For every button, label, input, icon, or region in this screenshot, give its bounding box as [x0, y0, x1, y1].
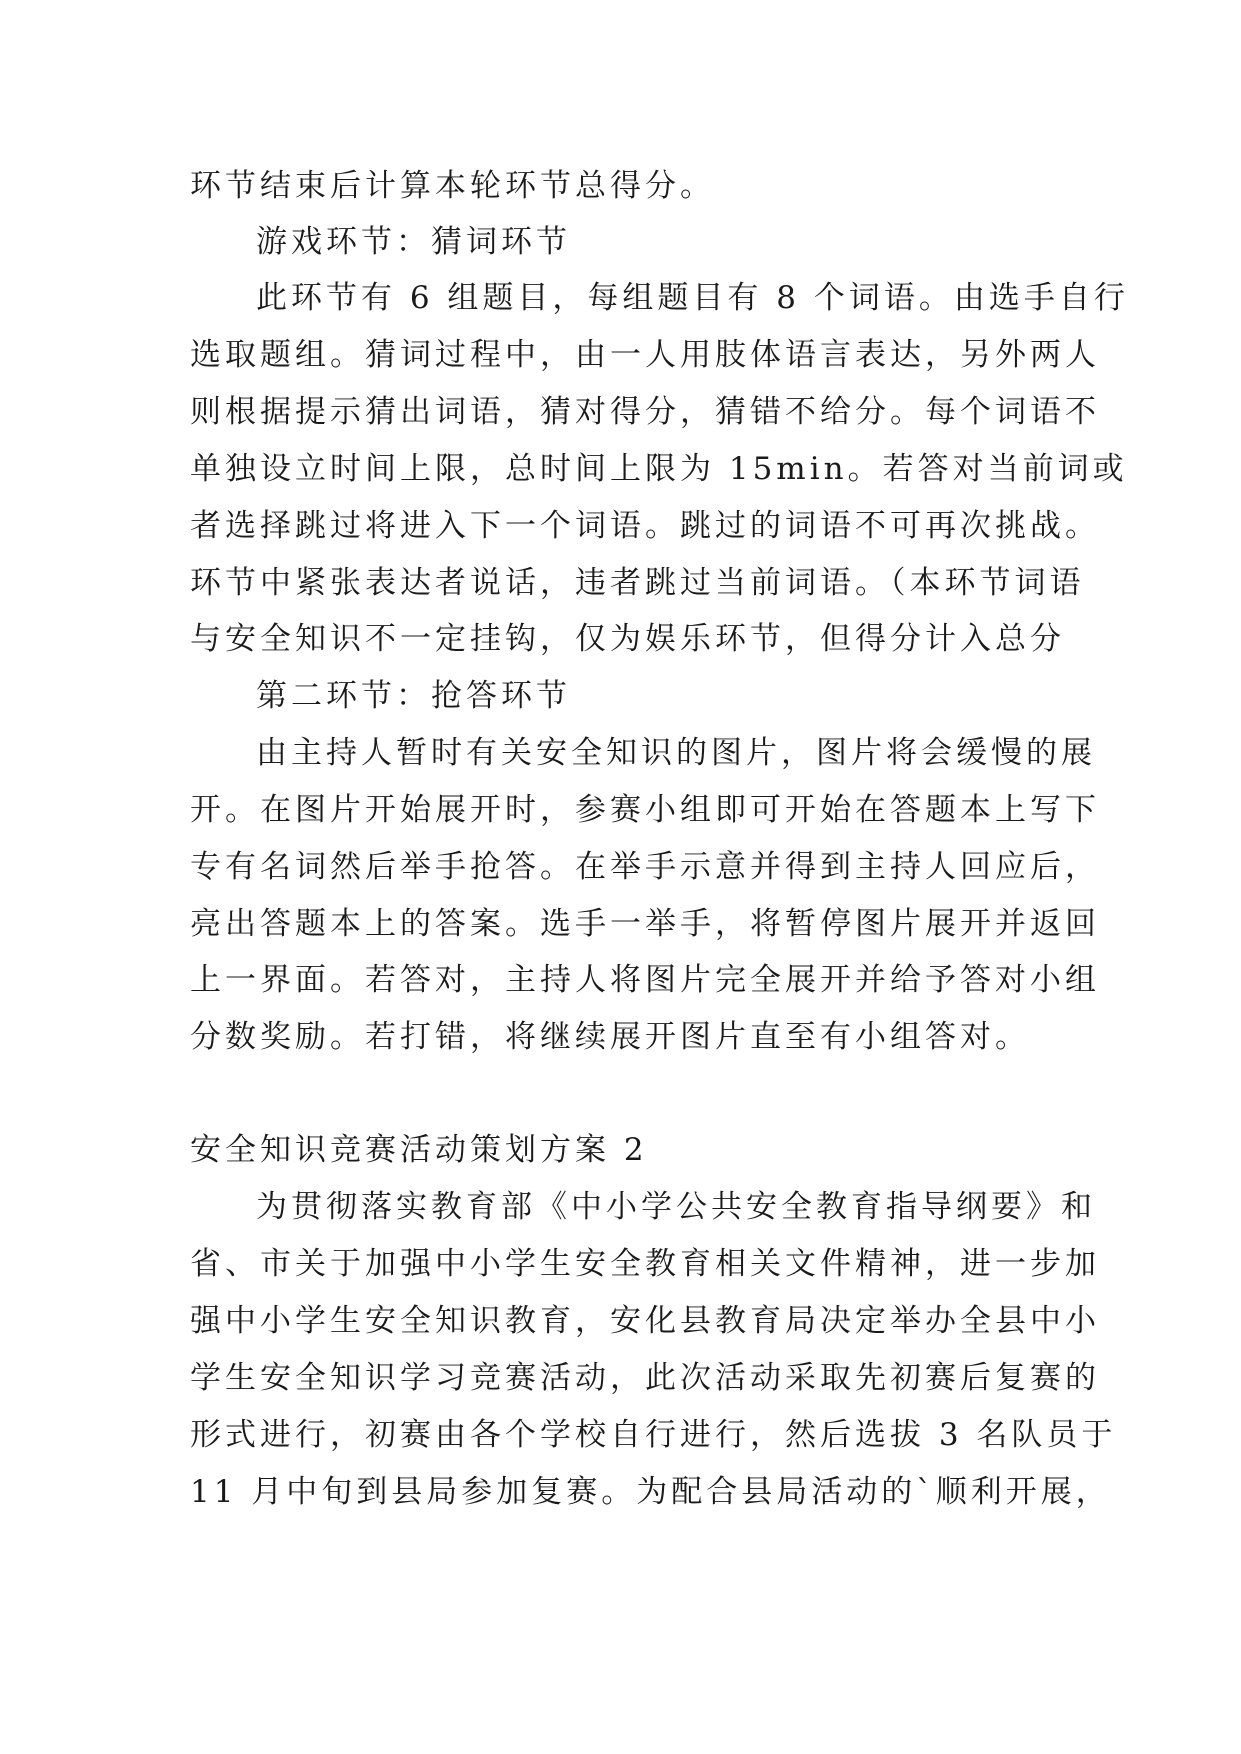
- text-line: 环节中紧张表达者说话，违者跳过当前词语。（本环节词语: [190, 565, 1085, 601]
- text-line: 开。在图片开始展开时，参赛小组即可开始在答题本上写下: [190, 792, 1100, 828]
- text-line: 学生安全知识学习竞赛活动，此次活动采取先初赛后复赛的: [190, 1360, 1100, 1396]
- section-heading-guess-words: 游戏环节：猜词环节: [256, 224, 571, 260]
- text-line: 形式进行，初赛由各个学校自行进行，然后选拔 3 名队员于: [190, 1417, 1117, 1453]
- text-line: 专有名词然后举手抢答。在举手示意并得到主持人回应后，: [190, 849, 1100, 885]
- text-line: 选取题组。猜词过程中，由一人用肢体语言表达，另外两人: [190, 337, 1100, 373]
- text-line: 则根据提示猜出词语，猜对得分，猜错不给分。每个词语不: [190, 394, 1100, 430]
- text-line: 者选择跳过将进入下一个词语。跳过的词语不可再次挑战。: [190, 508, 1100, 544]
- document-subtitle: 安全知识竞赛活动策划方案 2: [190, 1132, 648, 1168]
- text-line: 与安全知识不一定挂钩，仅为娱乐环节，但得分计入总分: [190, 621, 1065, 657]
- text-line: 此环节有 6 组题目，每组题目有 8 个词语。由选手自行: [256, 280, 1129, 316]
- text-line: 由主持人暂时有关安全知识的图片，图片将会缓慢的展: [256, 735, 1096, 771]
- text-line: 上一界面。若答对，主持人将图片完全展开并给予答对小组: [190, 962, 1100, 998]
- text-line: 为贯彻落实教育部《中小学公共安全教育指导纲要》和: [256, 1189, 1096, 1225]
- text-line: 亮出答题本上的答案。选手一举手，将暂停图片展开并返回: [190, 906, 1100, 942]
- section-heading-quick-answer: 第二环节：抢答环节: [256, 678, 571, 714]
- text-line: 省、市关于加强中小学生安全教育相关文件精神，进一步加: [190, 1246, 1100, 1282]
- text-line: 单独设立时间上限，总时间上限为 15min。若答对当前词或: [190, 451, 1128, 487]
- text-line: 分数奖励。若打错，将继续展开图片直至有小组答对。: [190, 1019, 1030, 1055]
- text-line: 11 月中旬到县局参加复赛。为配合县局活动的`顺利开展，: [190, 1474, 1111, 1510]
- text-line: 强中小学生安全知识教育，安化县教育局决定举办全县中小: [190, 1303, 1100, 1339]
- text-line: 环节结束后计算本轮环节总得分。: [190, 168, 715, 204]
